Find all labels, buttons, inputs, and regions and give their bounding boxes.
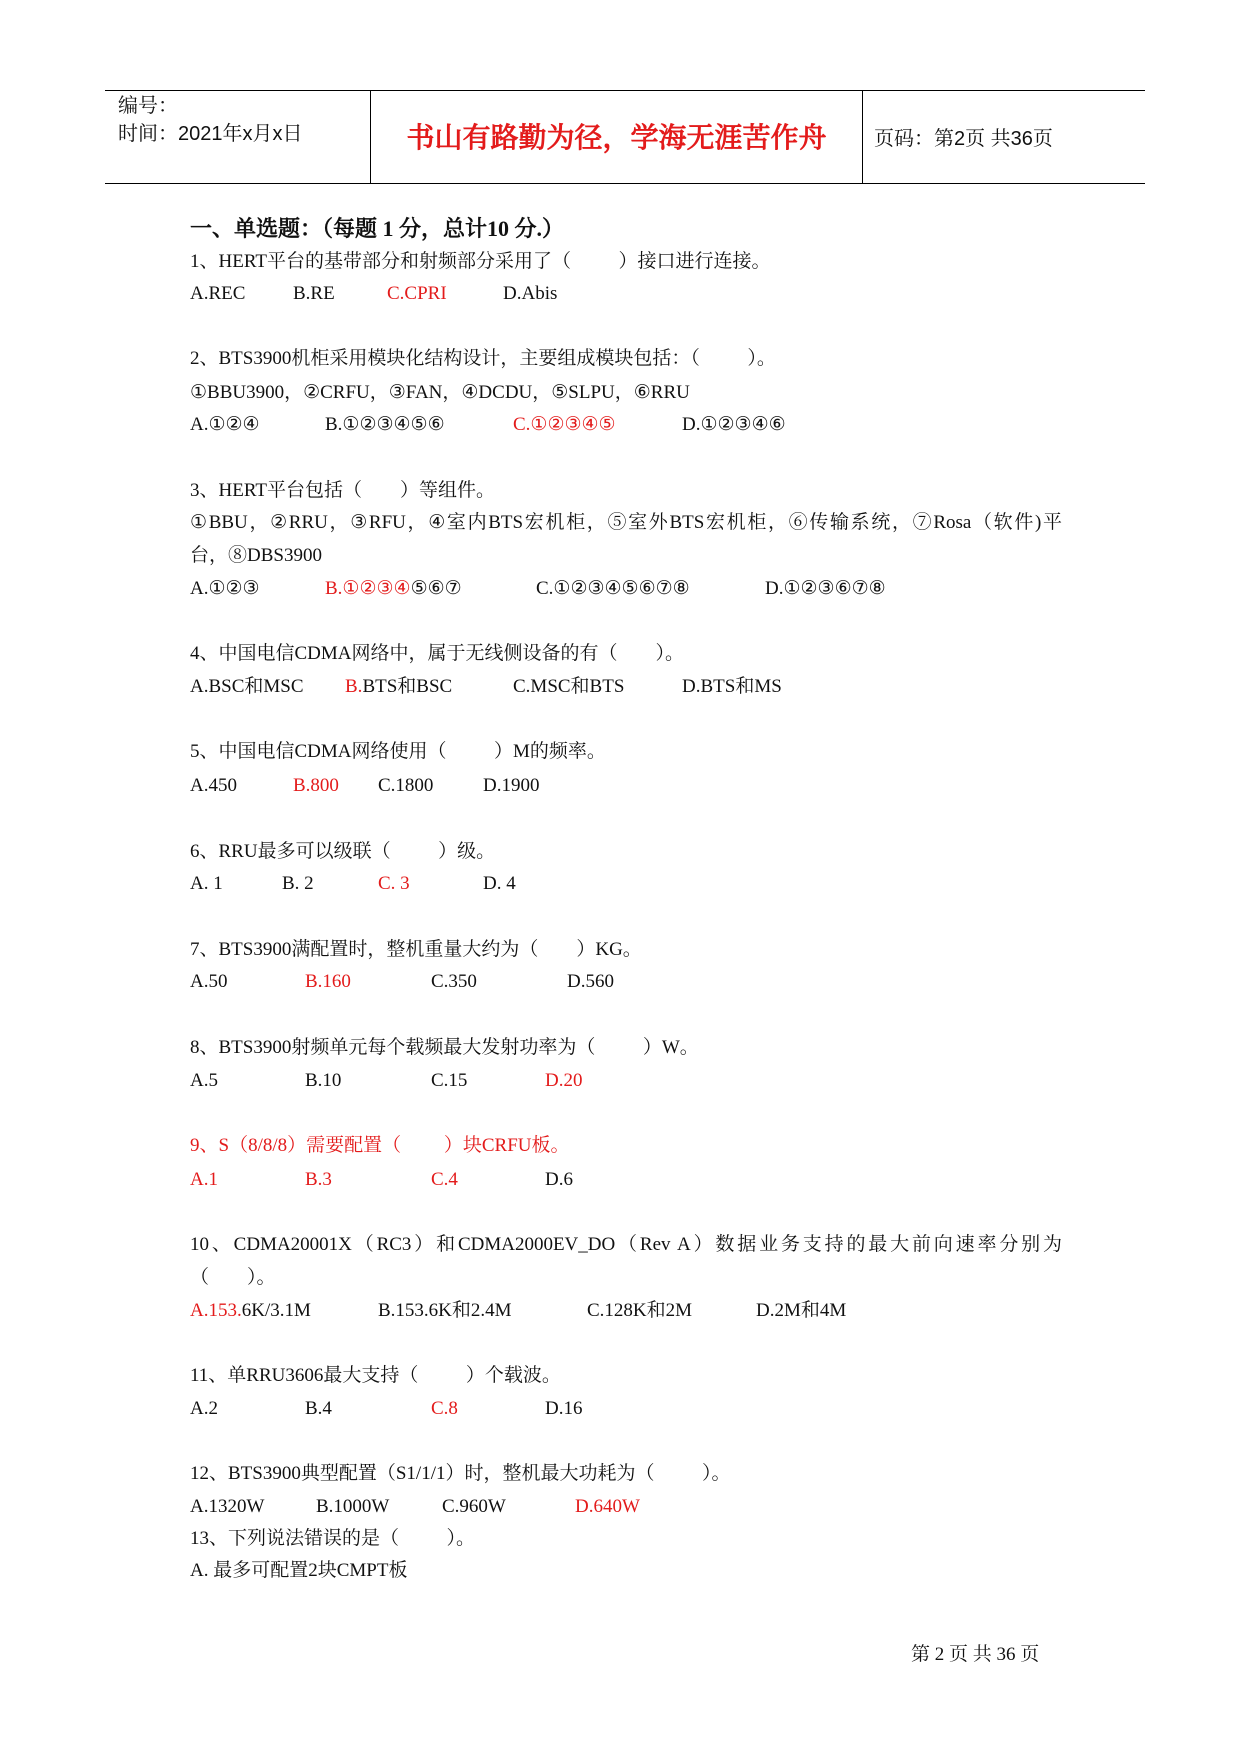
option-a: A.2 xyxy=(190,1398,218,1419)
question-5-text: 5、中国电信CDMA网络使用（ ）M的频率。 xyxy=(190,741,606,762)
option-c: C.8 xyxy=(431,1398,458,1419)
option-d: D.①②③④⑥ xyxy=(682,414,786,435)
option-b-rest: BTS和BSC xyxy=(362,676,453,697)
section-title: 一、单选题：（每题 1 分，总计10 分.） xyxy=(190,216,565,241)
option-b: B.RE xyxy=(293,283,335,304)
question-3-options xyxy=(0,577,1241,601)
option-b-marked: B.①②③④ xyxy=(325,578,411,599)
question-2-options xyxy=(0,413,1241,437)
option-c: C.15 xyxy=(431,1070,468,1091)
option-b-marked: B. xyxy=(345,676,363,697)
option-c: C.350 xyxy=(431,971,477,992)
document-time-label: 时间：2021年x月x日 xyxy=(118,123,303,145)
option-d: D. 4 xyxy=(483,873,516,894)
option-c: C.4 xyxy=(431,1169,458,1190)
option-d: D.560 xyxy=(567,971,614,992)
header-motto-cell xyxy=(370,91,863,183)
question-12-options xyxy=(0,1495,1241,1519)
option-b: B.1000W xyxy=(316,1496,390,1517)
option-c: C. 3 xyxy=(378,873,410,894)
question-6-options xyxy=(0,872,1241,896)
option-b xyxy=(325,577,462,601)
header-page-cell xyxy=(862,91,1145,183)
option-a: A.REC xyxy=(190,283,246,304)
option-a: A.①②④ xyxy=(190,414,260,435)
option-c: C.①②③④⑤ xyxy=(513,414,616,435)
question-1-options xyxy=(0,282,1241,306)
option-b: B.160 xyxy=(305,971,351,992)
question-10-options xyxy=(0,1299,1241,1323)
header-motto: 书山有路勤为径，学海无涯苦作舟 xyxy=(406,123,827,154)
question-12-text: 12、BTS3900典型配置（S1/1/1）时，整机最大功耗为（ ）。 xyxy=(190,1463,731,1484)
option-c: C.MSC和BTS xyxy=(513,676,625,697)
option-a-marked: A.153. xyxy=(190,1300,242,1321)
option-b: B.4 xyxy=(305,1398,332,1419)
option-d: D.16 xyxy=(545,1398,583,1419)
option-d: D.640W xyxy=(575,1496,640,1517)
option-b: B.800 xyxy=(293,775,339,796)
question-7-text: 7、BTS3900满配置时，整机重量大约为（ ）KG。 xyxy=(190,939,642,960)
question-4-text: 4、中国电信CDMA网络中，属于无线侧设备的有（ ）。 xyxy=(190,643,685,664)
option-a-rest: 6K/3.1M xyxy=(241,1300,311,1321)
option-a: A.1320W xyxy=(190,1496,265,1517)
option-b: B. 2 xyxy=(282,873,314,894)
option-a: A.5 xyxy=(190,1070,218,1091)
page-footer: 第 2 页 共 36 页 xyxy=(911,1644,1040,1665)
option-a: A.BSC和MSC xyxy=(190,676,304,697)
question-7-options xyxy=(0,970,1241,994)
question-3-items-line-2: 台，⑧DBS3900 xyxy=(190,545,322,566)
option-a: A. 1 xyxy=(190,873,223,894)
question-3-text: 3、HERT平台包括（ ）等组件。 xyxy=(190,480,495,501)
option-a xyxy=(190,1299,311,1323)
question-5-options xyxy=(0,774,1241,798)
option-b: B.3 xyxy=(305,1169,332,1190)
option-d: D.20 xyxy=(545,1070,583,1091)
option-c: C.①②③④⑤⑥⑦⑧ xyxy=(536,578,690,599)
option-d: D.Abis xyxy=(503,283,558,304)
question-11-options xyxy=(0,1397,1241,1421)
option-b-rest: ⑤⑥⑦ xyxy=(410,578,462,599)
option-b: B.①②③④⑤⑥ xyxy=(325,414,445,435)
option-a: A.450 xyxy=(190,775,237,796)
page-header xyxy=(105,90,1145,184)
question-13-option-a: A. 最多可配置2块CMPT板 xyxy=(190,1560,408,1581)
option-a: A.1 xyxy=(190,1169,218,1190)
question-8-text: 8、BTS3900射频单元每个载频最大发射功率为（ ）W。 xyxy=(190,1037,699,1058)
option-a: A.①②③ xyxy=(190,578,260,599)
option-c: C.CPRI xyxy=(387,283,447,304)
option-d: D.1900 xyxy=(483,775,540,796)
question-8-options xyxy=(0,1069,1241,1093)
question-13-text: 13、下列说法错误的是（ ）。 xyxy=(190,1528,476,1549)
question-9-options xyxy=(0,1168,1241,1192)
option-b: B.153.6K和2.4M xyxy=(378,1300,512,1321)
option-d: D.BTS和MS xyxy=(682,676,782,697)
option-c: C.960W xyxy=(442,1496,506,1517)
option-b: B.10 xyxy=(305,1070,342,1091)
option-c: C.128K和2M xyxy=(587,1300,693,1321)
question-11-text: 11、单RRU3606最大支持（ ）个载波。 xyxy=(190,1365,561,1386)
header-page-info: 页码：第2页 共36页 xyxy=(874,128,1053,150)
question-9-text: 9、S（8/8/8）需要配置（ ）块CRFU板。 xyxy=(190,1135,570,1156)
question-1-text: 1、HERT平台的基带部分和射频部分采用了（ ）接口进行连接。 xyxy=(190,251,771,272)
option-a: A.50 xyxy=(190,971,228,992)
option-d: D.2M和4M xyxy=(756,1300,847,1321)
header-meta-cell xyxy=(105,91,370,183)
option-d: D.①②③⑥⑦⑧ xyxy=(765,578,886,599)
option-b xyxy=(345,675,452,699)
question-6-text: 6、RRU最多可以级联（ ）级。 xyxy=(190,841,496,862)
question-3-items-line-1: ①BBU，②RRU，③RFU，④室内BTS宏机柜，⑤室外BTS宏机柜，⑥传输系统，⑦Rosa（软件)平 xyxy=(190,512,1062,533)
option-c: C.1800 xyxy=(378,775,434,796)
question-10-text-cont: （ ）。 xyxy=(190,1267,276,1288)
question-2-items: ①BBU3900，②CRFU，③FAN，④DCDU，⑤SLPU，⑥RRU xyxy=(190,382,690,403)
question-10-text: 10、CDMA20001X（RC3）和CDMA2000EV_DO（Rev A）数据业务支持的最大前向速率分别为 xyxy=(190,1234,1062,1255)
document-number-label: 编号： xyxy=(118,95,178,117)
option-d: D.6 xyxy=(545,1169,573,1190)
question-4-options xyxy=(0,675,1241,699)
question-2-text: 2、BTS3900机柜采用模块化结构设计，主要组成模块包括：（ ）。 xyxy=(190,348,776,369)
